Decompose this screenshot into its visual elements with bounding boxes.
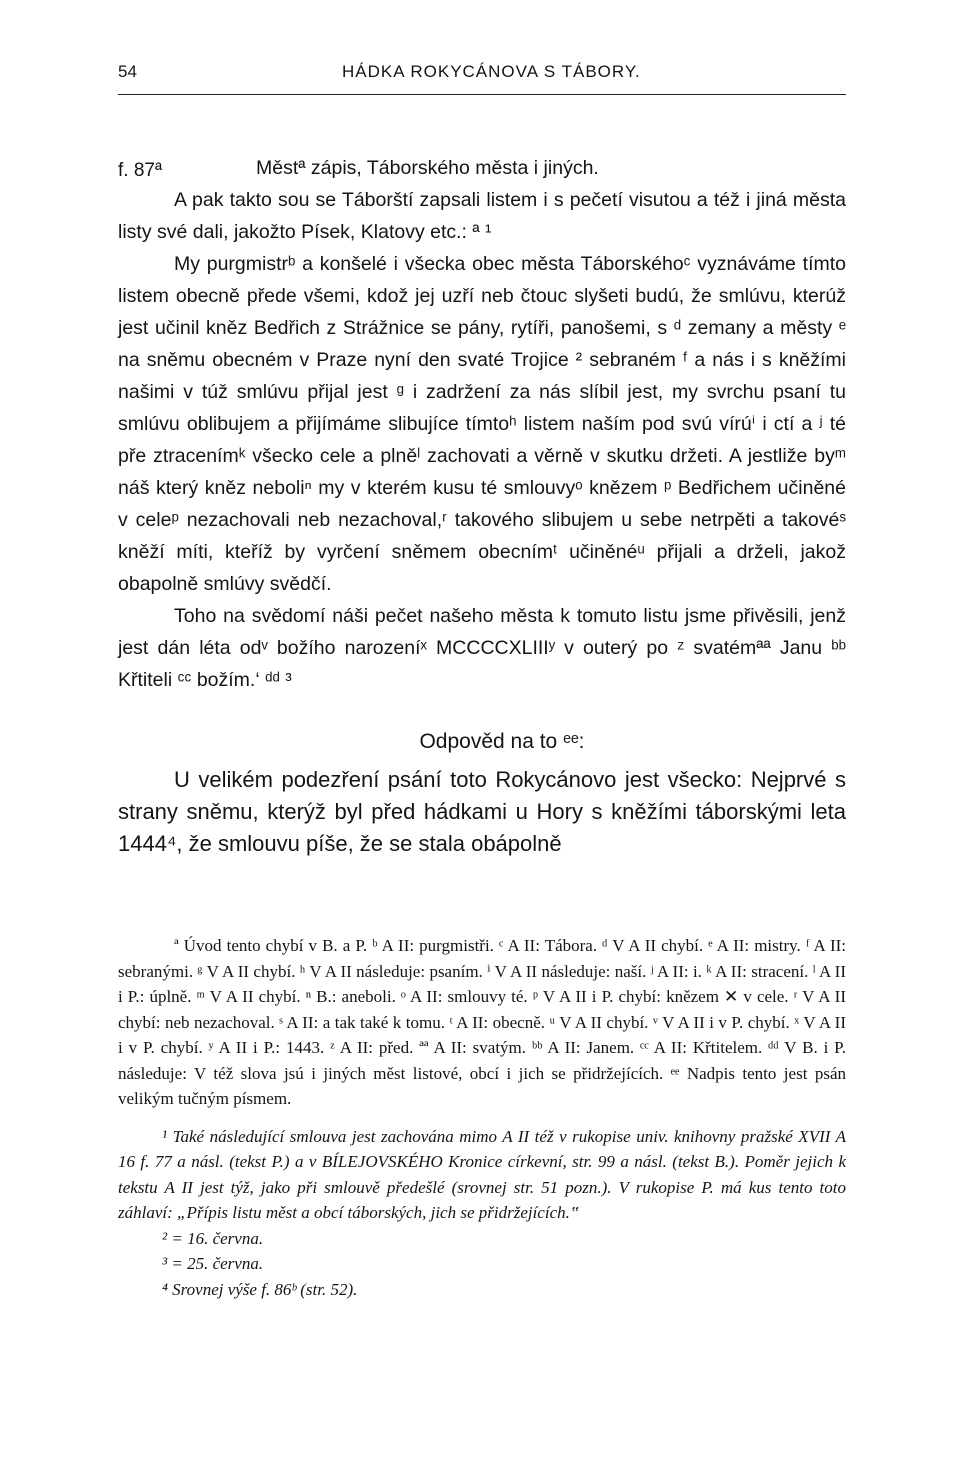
page-number: 54	[118, 62, 137, 81]
header-rule	[118, 94, 846, 95]
section-heading: Městª zápis, Táborského města i jiných.	[256, 157, 599, 179]
footnote: ¹ Také následující smlouva jest zachována mimo A II též v rukopise univ. knihovny pražské XVII A 16 f. 77 a násl. (tekst P.) a v BÍLEJOVSKÉHO Kronice církevní, str. 99 a násl. (tekst B.). Poměr jejich k tekstu A II jest týž, jako při smlouvě předešlé (srovnej str. 51 pozn.). V rukopise P. má kus tento toto záhlaví: „Přípis listu měst a obcí táborských, jich se přidržejících.‟	[118, 1126, 846, 1222]
footnote: ² = 16. června.	[162, 1228, 264, 1248]
footnotes	[118, 1124, 846, 1303]
main-text	[118, 152, 846, 860]
letter-paragraph: My purgmistrᵇ a konšelé i všecka obec města Táborskéhoᶜ vyznáváme tímto listem obecně přede všemi, kdož jej uzří neb čtouc slyšeti budú, že smlúvu, kterúž jest učinil kněz Bedřich z Strážnice se pány, rytíři, panošemi, s ᵈ zemany a městy ᵉ na sněmu obecném v Praze nyní den svaté Trojice ² sebraném ᶠ a nás i s kněžími našimi v túž smlúvu přijal jest ᵍ i zadržení za nás slíbil jest, my svrchu psaní tu smlúvu oblibujem a přijímáme slibujíce tímtoʰ listem naším pod svú vírúⁱ i ctí a ʲ té pře ztracenímᵏ všecko cele a plněˡ zachovati a věrně v skutku držeti. A jestliže byᵐ náš který kněz neboliⁿ my v kterém kusu té smlouvyᵒ knězem ᵖ Bedřichem učiněné v celeᵖ nezachovali neb nezachoval,ʳ takového slibujem u sebe netrpěti a takovéˢ kněží míti, kteříž by vyrčení sněmem obecnímᵗ učiněnéᵘ přijali a drželi, jakož obapolně smlúvy svědčí.	[118, 253, 846, 595]
seal-paragraph: Toho na svědomí náši pečet našeho města k tomuto listu jsme přivěsili, jenž jest dán léta odᵛ božího narozeníˣ MCCCCXLIIIʸ v outerý po ᶻ svatémªª Janu ᵇᵇ Křtiteli ᶜᶜ božím.‘ ᵈᵈ ³	[118, 605, 846, 691]
folio-marker: f. 87ª	[118, 160, 163, 181]
response-paragraph: U velikém podezření psání toto Rokycánovo jest všecko: Nejprvé s strany sněmu, kterýž byl před hádkami u Hory s kněžími táborskými leta 1444⁴, že smlouvu píše, že se stala obápolně	[118, 767, 846, 856]
intro-paragraph: A pak takto sou se Táborští zapsali listem i s pečetí visutou a též i jiná města listy své dali, jakožto Písek, Klatovy etc.: ª ¹	[118, 189, 846, 243]
footnote: ⁴ Srovnej výše f. 86ᵇ (str. 52).	[162, 1279, 358, 1299]
response-heading: Odpověd na to ᵉᵉ:	[419, 730, 585, 753]
critical-apparatus: ª Úvod tento chybí v B. a P. ᵇ A II: purgmistři. ᶜ A II: Tábora. ᵈ V A II chybí. ᵉ A II: mistry. ᶠ A II: sebranými. ᵍ V A II chybí. ʰ V A II následuje: psaním. ⁱ V A II následuje: naší. ʲ A II: i. ᵏ A II: stracení. ˡ A II i P.: úplně. ᵐ V A II chybí. ⁿ B.: aneboli. ᵒ A II: smlouvy té. ᵖ V A II i P. chybí: knězem ✕ v cele. ʳ V A II chybí: neb nezachoval. ˢ A II: a tak také k tomu. ᵗ A II: obecně. ᵘ V A II chybí. ᵛ V A II i v P. chybí. ˣ V A II i v P. chybí. ʸ A II i P.: 1443. ᶻ A II: před. ªª A II: svatým. ᵇᵇ A II: Janem. ᶜᶜ A II: Křtitelem. ᵈᵈ V B. i P. následuje: V též slova jsú i jiných měst listové, obcí i jich se přidržejících. ᵉᵉ Nadpis tento jest psán velikým tučným písmem.	[118, 936, 846, 1108]
running-title: HÁDKA ROKYCÁNOVA S TÁBORY.	[342, 62, 641, 81]
running-header	[118, 62, 846, 92]
notes-section	[118, 933, 846, 1302]
footnote: ³ = 25. června.	[162, 1254, 264, 1273]
